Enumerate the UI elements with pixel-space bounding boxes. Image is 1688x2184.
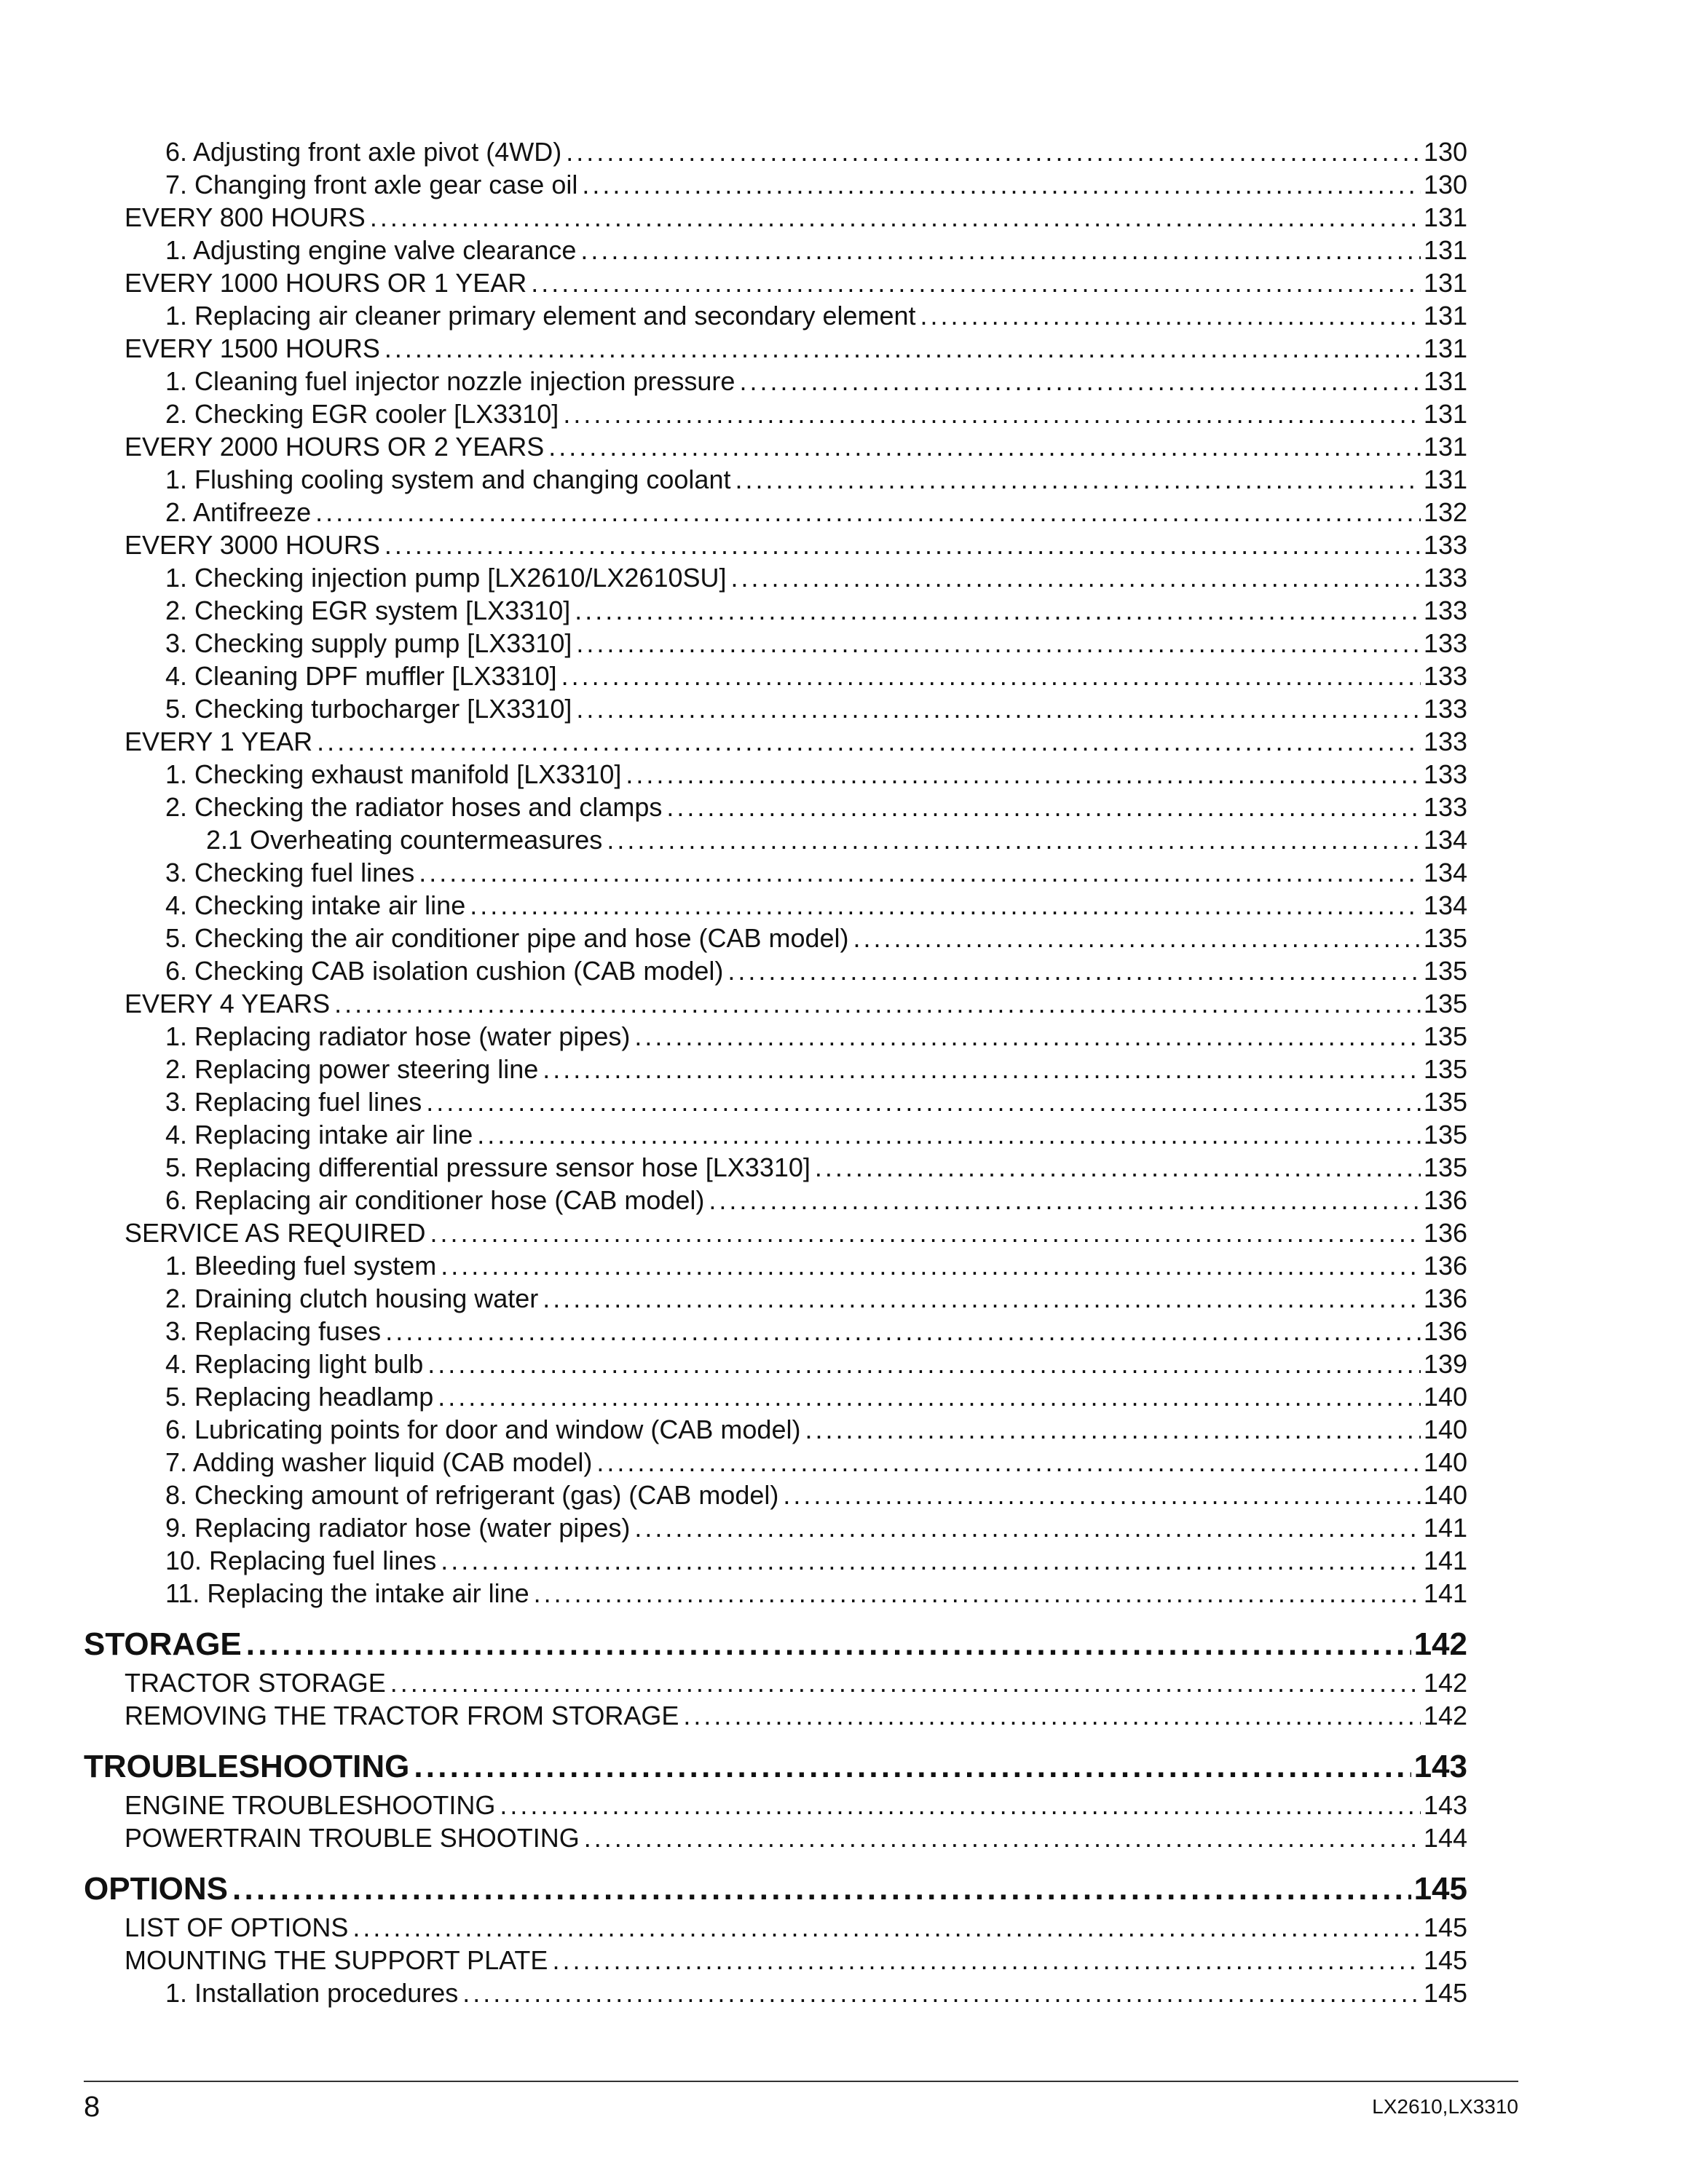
toc-dot-leader (576, 692, 1421, 725)
toc-dot-leader (477, 1118, 1421, 1151)
toc-entry-label: LIST OF OPTIONS (125, 1912, 349, 1942)
toc-entry-label: EVERY 800 HOURS (125, 202, 366, 232)
toc-entry-page-number: 133 (1423, 694, 1467, 724)
footer-model-name: LX2610,LX3310 (1372, 2095, 1518, 2118)
toc-entry[interactable] (84, 627, 1467, 660)
toc-entry[interactable] (84, 266, 1467, 299)
toc-entry[interactable] (84, 594, 1467, 627)
toc-entry-page-number: 130 (1423, 137, 1467, 167)
toc-entry[interactable] (84, 1666, 1467, 1699)
toc-entry-page-number: 135 (1423, 1021, 1467, 1051)
toc-entry[interactable] (84, 1053, 1467, 1085)
toc-dot-leader (626, 758, 1421, 791)
toc-dot-leader (470, 889, 1421, 922)
toc-dot-leader (543, 1282, 1421, 1315)
toc-entry[interactable] (84, 889, 1467, 922)
toc-entry-label: EVERY 3000 HOURS (125, 530, 380, 560)
toc-entry-label: 7. Changing front axle gear case oil (165, 170, 578, 199)
toc-dot-leader (390, 1666, 1421, 1699)
toc-entry-page-number: 135 (1423, 923, 1467, 953)
toc-entry-label: 4. Replacing light bulb (165, 1349, 424, 1379)
toc-entry-label: 4. Cleaning DPF muffler [LX3310] (165, 661, 557, 691)
toc-entry-page-number: 131 (1423, 464, 1467, 494)
toc-entry[interactable] (84, 1511, 1467, 1544)
toc-entry[interactable] (84, 1085, 1467, 1118)
table-of-contents (84, 135, 1467, 2009)
toc-entry-label: 7. Adding washer liquid (CAB model) (165, 1447, 593, 1477)
toc-dot-leader (563, 397, 1421, 430)
toc-entry-label: EVERY 2000 HOURS OR 2 YEARS (125, 432, 545, 462)
toc-entry-page-number: 130 (1423, 170, 1467, 199)
toc-entry-label: 3. Checking fuel lines (165, 858, 415, 887)
toc-entry[interactable] (84, 1577, 1467, 1610)
toc-entry-page-number: 133 (1423, 563, 1467, 593)
toc-entry-page-number: 135 (1423, 989, 1467, 1018)
toc-entry[interactable] (84, 1282, 1467, 1315)
toc-dot-leader (246, 1624, 1411, 1665)
toc-entry[interactable] (84, 856, 1467, 889)
toc-dot-leader (920, 299, 1421, 332)
toc-entry-page-number: 131 (1423, 333, 1467, 363)
toc-entry[interactable] (84, 332, 1467, 365)
toc-dot-leader (607, 823, 1421, 856)
toc-entry-page-number: 136 (1423, 1218, 1467, 1248)
toc-entry-page-number: 142 (1413, 1626, 1467, 1662)
toc-entry-label: 2. Checking EGR system [LX3310] (165, 596, 571, 625)
toc-dot-leader (426, 1085, 1421, 1118)
toc-entry-label: TRACTOR STORAGE (125, 1668, 386, 1698)
toc-entry[interactable] (84, 1348, 1467, 1380)
toc-entry-label: 6. Checking CAB isolation cushion (CAB model) (165, 956, 724, 986)
toc-dot-leader (739, 365, 1420, 397)
toc-entry[interactable] (84, 529, 1467, 561)
toc-dot-leader (384, 529, 1421, 561)
toc-entry-page-number: 145 (1423, 1912, 1467, 1942)
toc-entry[interactable] (84, 954, 1467, 987)
toc-entry-label: 1. Checking injection pump [LX2610/LX2610SU] (165, 563, 727, 593)
toc-entry-page-number: 133 (1423, 596, 1467, 625)
toc-entry[interactable] (84, 1020, 1467, 1053)
toc-entry-page-number: 135 (1423, 1152, 1467, 1182)
toc-entry[interactable] (84, 1544, 1467, 1577)
toc-entry[interactable] (84, 1249, 1467, 1282)
toc-entry-page-number: 143 (1413, 1749, 1467, 1784)
toc-entry[interactable] (84, 496, 1467, 529)
toc-entry-page-number: 145 (1413, 1871, 1467, 1907)
toc-dot-leader (317, 725, 1421, 758)
toc-entry-page-number: 143 (1423, 1790, 1467, 1820)
toc-entry[interactable] (84, 561, 1467, 594)
toc-entry-label: 2. Antifreeze (165, 497, 312, 527)
toc-entry-label: 10. Replacing fuel lines (165, 1546, 437, 1575)
toc-chapter-entry[interactable] (84, 1869, 1467, 1910)
toc-dot-leader (709, 1184, 1421, 1216)
toc-entry-page-number: 131 (1423, 432, 1467, 462)
toc-entry-page-number: 131 (1423, 399, 1467, 429)
toc-entry[interactable] (84, 1821, 1467, 1854)
toc-entry[interactable] (84, 725, 1467, 758)
toc-entry-page-number: 142 (1423, 1701, 1467, 1730)
toc-dot-leader (561, 660, 1421, 692)
toc-dot-leader (384, 332, 1421, 365)
toc-dot-leader (441, 1544, 1421, 1577)
toc-dot-leader (438, 1380, 1421, 1413)
toc-entry-label: 1. Bleeding fuel system (165, 1251, 437, 1281)
toc-entry[interactable] (84, 1479, 1467, 1511)
toc-dot-leader (582, 168, 1421, 201)
toc-entry-label: 5. Checking the air conditioner pipe and hose (CAB model) (165, 923, 849, 953)
toc-entry-page-number: 134 (1423, 890, 1467, 920)
toc-entry-page-number: 134 (1423, 858, 1467, 887)
toc-entry-label: 1. Replacing radiator hose (water pipes) (165, 1021, 631, 1051)
toc-entry[interactable] (84, 1977, 1467, 2009)
toc-dot-leader (543, 1053, 1421, 1085)
toc-dot-leader (414, 1746, 1411, 1787)
toc-dot-leader (683, 1699, 1421, 1732)
toc-entry[interactable] (84, 1699, 1467, 1732)
toc-entry[interactable] (84, 1380, 1467, 1413)
toc-entry-label: 6. Replacing air conditioner hose (CAB model) (165, 1185, 705, 1215)
toc-entry-page-number: 131 (1423, 366, 1467, 396)
toc-dot-leader (534, 1577, 1421, 1610)
toc-entry-label: 5. Replacing differential pressure sensor hose [LX3310] (165, 1152, 811, 1182)
toc-entry-page-number: 142 (1423, 1668, 1467, 1698)
toc-entry[interactable] (84, 299, 1467, 332)
toc-dot-leader (805, 1413, 1420, 1446)
toc-dot-leader (634, 1020, 1421, 1053)
toc-entry-page-number: 140 (1423, 1447, 1467, 1477)
toc-entry-page-number: 141 (1423, 1513, 1467, 1543)
toc-entry[interactable] (84, 201, 1467, 234)
toc-entry-label: 4. Replacing intake air line (165, 1120, 473, 1150)
toc-entry-label: 5. Checking turbocharger [LX3310] (165, 694, 572, 724)
toc-entry-page-number: 135 (1423, 1087, 1467, 1117)
toc-entry-page-number: 145 (1423, 1945, 1467, 1975)
toc-entry-page-number: 141 (1423, 1578, 1467, 1608)
toc-entry-page-number: 140 (1423, 1415, 1467, 1444)
footer-page-number: 8 (84, 2091, 100, 2123)
toc-entry-page-number: 131 (1423, 202, 1467, 232)
toc-entry-label: STORAGE (84, 1626, 242, 1662)
toc-entry-label: 9. Replacing radiator hose (water pipes) (165, 1513, 631, 1543)
toc-dot-leader (531, 266, 1421, 299)
toc-entry-label: 1. Replacing air cleaner primary element and secondary element (165, 301, 916, 331)
toc-entry[interactable] (84, 463, 1467, 496)
toc-entry-label: 2. Checking EGR cooler [LX3310] (165, 399, 559, 429)
toc-entry[interactable] (84, 135, 1467, 168)
toc-dot-leader (548, 430, 1421, 463)
toc-entry-label: 6. Adjusting front axle pivot (4WD) (165, 137, 562, 167)
toc-entry-label: MOUNTING THE SUPPORT PLATE (125, 1945, 548, 1975)
toc-dot-leader (596, 1446, 1421, 1479)
toc-dot-leader (427, 1348, 1421, 1380)
toc-entry-page-number: 133 (1423, 792, 1467, 822)
toc-entry-label: 3. Replacing fuel lines (165, 1087, 422, 1117)
toc-dot-leader (731, 561, 1421, 594)
toc-dot-leader (500, 1789, 1421, 1821)
toc-entry-page-number: 134 (1423, 825, 1467, 855)
toc-entry[interactable] (84, 430, 1467, 463)
toc-dot-leader (666, 791, 1421, 823)
toc-entry-label: 3. Checking supply pump [LX3310] (165, 628, 572, 658)
toc-entry[interactable] (84, 987, 1467, 1020)
toc-entry[interactable] (84, 1944, 1467, 1977)
toc-entry-label: ENGINE TROUBLESHOOTING (125, 1790, 496, 1820)
toc-chapter-entry[interactable] (84, 1746, 1467, 1787)
toc-entry-label: EVERY 1500 HOURS (125, 333, 380, 363)
toc-dot-leader (462, 1977, 1421, 2009)
toc-entry-page-number: 131 (1423, 301, 1467, 331)
toc-entry-page-number: 135 (1423, 1054, 1467, 1084)
toc-dot-leader (584, 1821, 1421, 1854)
toc-dot-leader (566, 135, 1421, 168)
toc-dot-leader (735, 463, 1420, 496)
toc-entry[interactable] (84, 1911, 1467, 1944)
toc-dot-leader (419, 856, 1421, 889)
toc-entry[interactable] (84, 922, 1467, 954)
toc-entry-label: 11. Replacing the intake air line (165, 1578, 529, 1608)
toc-entry[interactable] (84, 1118, 1467, 1151)
toc-dot-leader (815, 1151, 1421, 1184)
toc-entry-page-number: 133 (1423, 530, 1467, 560)
toc-entry-label: 1. Flushing cooling system and changing coolant (165, 464, 731, 494)
toc-entry-page-number: 135 (1423, 1120, 1467, 1150)
toc-entry[interactable] (84, 397, 1467, 430)
toc-entry-label: 1. Checking exhaust manifold [LX3310] (165, 759, 622, 789)
toc-entry[interactable] (84, 823, 1467, 856)
toc-entry-page-number: 136 (1423, 1251, 1467, 1281)
toc-dot-leader (783, 1479, 1421, 1511)
toc-dot-leader (634, 1511, 1421, 1544)
toc-dot-leader (315, 496, 1421, 529)
toc-entry[interactable] (84, 1413, 1467, 1446)
toc-entry-label: 8. Checking amount of refrigerant (gas) (CAB model) (165, 1480, 779, 1510)
toc-entry[interactable] (84, 168, 1467, 201)
toc-dot-leader (352, 1911, 1421, 1944)
toc-entry[interactable] (84, 365, 1467, 397)
toc-entry-page-number: 136 (1423, 1283, 1467, 1313)
toc-entry-page-number: 136 (1423, 1316, 1467, 1346)
footer-divider (84, 2081, 1518, 2082)
toc-entry-label: 1. Installation procedures (165, 1978, 459, 2008)
toc-entry-label: EVERY 1 YEAR (125, 727, 313, 756)
toc-dot-leader (552, 1944, 1420, 1977)
toc-entry-label: 5. Replacing headlamp (165, 1382, 434, 1412)
toc-entry[interactable] (84, 1446, 1467, 1479)
toc-entry-page-number: 132 (1423, 497, 1467, 527)
toc-entry[interactable] (84, 1184, 1467, 1216)
toc-dot-leader (334, 987, 1421, 1020)
toc-entry-label: POWERTRAIN TROUBLE SHOOTING (125, 1823, 580, 1853)
toc-entry[interactable] (84, 1315, 1467, 1348)
toc-entry[interactable] (84, 758, 1467, 791)
toc-dot-leader (580, 234, 1421, 266)
toc-dot-leader (575, 594, 1421, 627)
toc-entry-label: REMOVING THE TRACTOR FROM STORAGE (125, 1701, 679, 1730)
toc-dot-leader (576, 627, 1421, 660)
toc-dot-leader (370, 201, 1421, 234)
toc-entry-page-number: 144 (1423, 1823, 1467, 1853)
toc-entry-page-number: 133 (1423, 727, 1467, 756)
toc-entry-page-number: 133 (1423, 661, 1467, 691)
toc-entry-label: EVERY 4 YEARS (125, 989, 331, 1018)
toc-entry[interactable] (84, 1789, 1467, 1821)
toc-entry-page-number: 140 (1423, 1382, 1467, 1412)
toc-entry-label: 2. Replacing power steering line (165, 1054, 539, 1084)
toc-entry-page-number: 131 (1423, 268, 1467, 298)
toc-entry[interactable] (84, 1151, 1467, 1184)
toc-entry-label: 2.1 Overheating countermeasures (206, 825, 603, 855)
toc-entry-label: TROUBLESHOOTING (84, 1749, 410, 1784)
toc-entry-page-number: 135 (1423, 956, 1467, 986)
toc-entry-page-number: 133 (1423, 628, 1467, 658)
toc-entry[interactable] (84, 234, 1467, 266)
toc-dot-leader (853, 922, 1421, 954)
toc-entry-page-number: 136 (1423, 1185, 1467, 1215)
toc-entry[interactable] (84, 1216, 1467, 1249)
toc-dot-leader (385, 1315, 1421, 1348)
toc-entry-page-number: 145 (1423, 1978, 1467, 2008)
toc-entry-label: OPTIONS (84, 1871, 229, 1907)
toc-entry-label: 2. Draining clutch housing water (165, 1283, 539, 1313)
toc-entry-page-number: 140 (1423, 1480, 1467, 1510)
toc-entry-label: EVERY 1000 HOURS OR 1 YEAR (125, 268, 527, 298)
toc-entry-label: SERVICE AS REQUIRED (125, 1218, 426, 1248)
toc-entry-page-number: 133 (1423, 759, 1467, 789)
toc-entry-label: 6. Lubricating points for door and window (CAB model) (165, 1415, 801, 1444)
toc-entry-page-number: 141 (1423, 1546, 1467, 1575)
toc-dot-leader (430, 1216, 1420, 1249)
toc-entry[interactable] (84, 692, 1467, 725)
toc-entry-label: 2. Checking the radiator hoses and clamps (165, 792, 663, 822)
toc-entry[interactable] (84, 791, 1467, 823)
toc-entry-label: 1. Adjusting engine valve clearance (165, 235, 577, 265)
toc-entry-page-number: 139 (1423, 1349, 1467, 1379)
toc-entry[interactable] (84, 660, 1467, 692)
toc-entry-label: 3. Replacing fuses (165, 1316, 382, 1346)
toc-chapter-entry[interactable] (84, 1624, 1467, 1665)
toc-dot-leader (727, 954, 1421, 987)
toc-entry-page-number: 131 (1423, 235, 1467, 265)
toc-entry-label: 4. Checking intake air line (165, 890, 466, 920)
toc-entry-label: 1. Cleaning fuel injector nozzle injection pressure (165, 366, 735, 396)
toc-dot-leader (441, 1249, 1421, 1282)
toc-dot-leader (232, 1869, 1411, 1910)
